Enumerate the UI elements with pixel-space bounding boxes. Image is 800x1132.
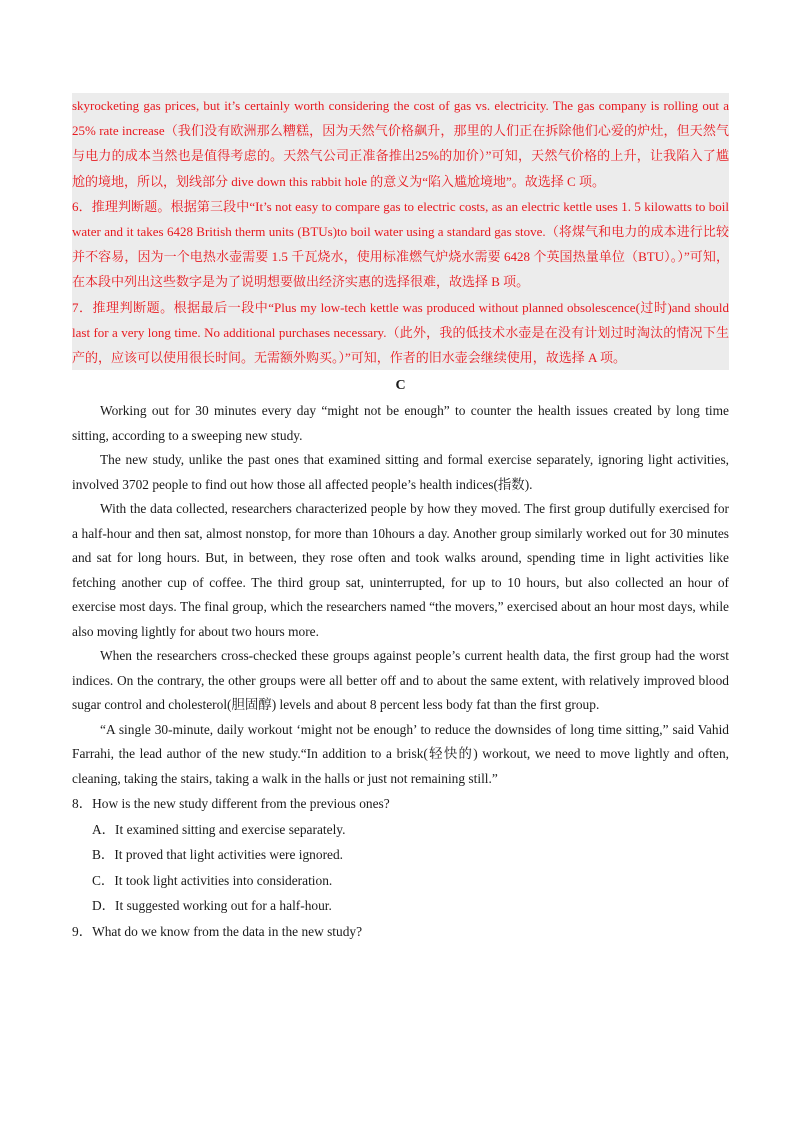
explanation-paragraph-6: 6．推理判断题。根据第三段中“It’s not easy to compare gas to electric costs, as an electric kettle uses 1. 5 kilowatts to boil water and it takes 6428 British therm units (BTUs)to boil water using a standard gas stove.（将煤气和电力的成本进行比较并不容易，因为一个电热水壶需要 1.5 千瓦烧水，使用标准燃气炉烧水需要 6428 个英国热量单位（BTU）。）”可知，在本段中列出这些数字是为了说明想要做出经济实惠的选择很难，故选择 B 项。 [72, 198, 729, 290]
passage-paragraph-1: Working out for 30 minutes every day “might not be enough” to counter the health issues created by long time sitting, according to a sweeping new study. [72, 403, 729, 443]
passage-paragraph-5: “A single 30-minute, daily workout ‘might not be enough’ to reduce the downsides of long time sitting,” said Vahid Farrahi, the lead author of the new study.“In addition to a brisk(轻快的) workout, we need to move lightly and often, cleaning, taking the stairs, taking a walk in the halls or just not remaining still.” [72, 721, 729, 786]
question-8-option-b: B．It proved that light activities were ignored. [92, 847, 344, 863]
explanation-paragraph-5: skyrocketing gas prices, but it’s certainly worth considering the cost of gas vs. electricity. The gas company is rolling out a 25% rate increase（我们没有欧洲那么糟糕，因为天然气价格飙升，那里的人们正在拆除他们心爱的炉灶，但天然气与电力的成本当然也是值得考虑的。天然气公司正准备推出25%的加价）”可知，天然气价格的上升，让我陷入了尴尬的境地，所以，划线部分 dive down this rabbit hole 的意义为“陷入尴尬境地”。故选择 C 项。 [72, 98, 729, 189]
passage-paragraph-4: When the researchers cross-checked these groups against people’s current health data, the first group had the worst indices. On the contrary, the other groups were all better off and to about the same extent, with relatively improved blood sugar control and cholesterol(胆固醇) levels and about 8 percent less body fat than the first group. [72, 648, 729, 713]
question-9-stem: 9．What do we know from the data in the new study? [72, 923, 363, 939]
passage-paragraph-3: With the data collected, researchers characterized people by how they moved. The first group dutifully exercised for a half-hour and then sat, almost nonstop, for more than 10hours a day. Another group similarly worked out for 30 minutes and sat for long hours. But, in between, they rose often and took walks around, spending time in light activities like fetching another cup of coffee. The third group sat, uninterrupted, for up to 10 hours, but also collected an hour of exercise most days. The final group, which the researchers named “the movers,” exercised about an hour most days, while also moving lightly for about two hours more. [72, 501, 729, 639]
passage-paragraph-2: The new study, unlike the past ones that examined sitting and formal exercise separately, ignoring light activities, involved 3702 people to find out how those all affected people’s health indices(指数). [72, 452, 729, 492]
question-8-option-d: D．It suggested working out for a half-hour. [92, 898, 332, 914]
question-8-option-c: C．It took light activities into consideration. [92, 872, 333, 888]
question-8-option-a: A．It examined sitting and exercise separately. [92, 821, 346, 837]
answer-explanation-box [72, 93, 729, 370]
section-title: C [395, 378, 406, 394]
explanation-paragraph-7: 7．推理判断题。根据最后一段中“Plus my low-tech kettle was produced without planned obsolescence(过时)and should last for a very long time. No additional purchases necessary.（此外，我的低技术水壶是在没有计划过时淘汰的情况下生产的，应该可以使用很长时间。无需额外购买。）”可知，作者的旧水壶会继续使用，故选择 A 项。 [72, 299, 729, 366]
document-page [72, 93, 729, 944]
question-8-stem: 8．How is the new study different from the previous ones? [72, 796, 390, 812]
